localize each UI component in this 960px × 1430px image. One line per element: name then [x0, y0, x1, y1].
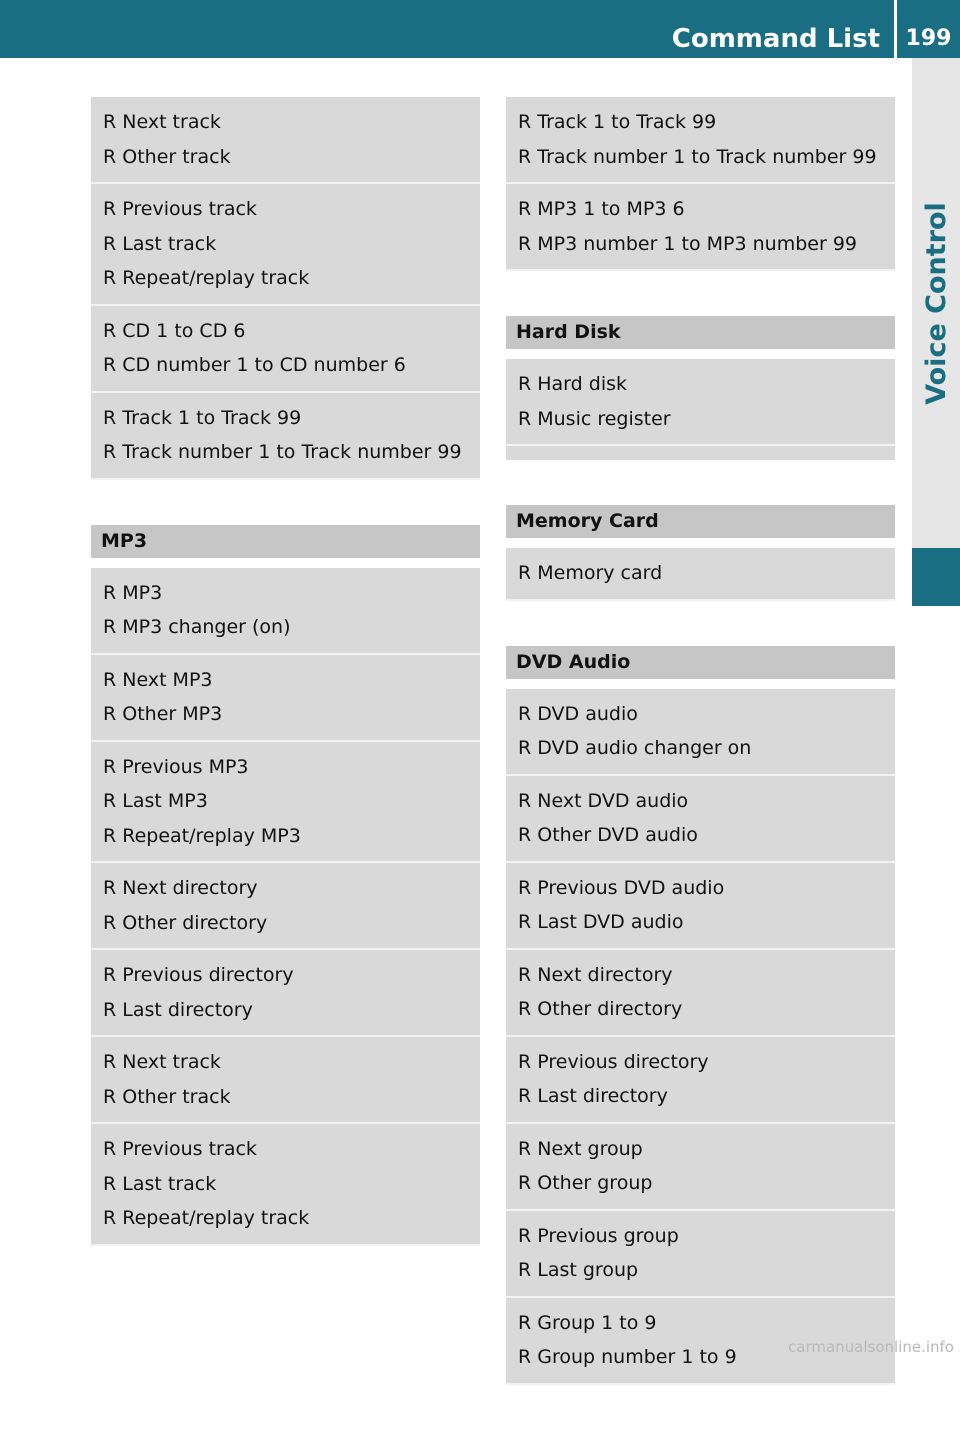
command-item: R Other group [518, 1166, 895, 1201]
command-group [506, 97, 895, 184]
command-group [506, 359, 895, 446]
command-item: R Next DVD audio [518, 784, 895, 819]
command-item: R Track number 1 to Track number 99 [103, 435, 480, 470]
command-group [91, 1124, 480, 1246]
command-section [506, 316, 895, 460]
command-item: R Next directory [518, 958, 895, 993]
command-item: R MP3 changer (on) [103, 610, 480, 645]
command-item: R DVD audio [518, 697, 895, 732]
command-item: R Group 1 to 9 [518, 1306, 895, 1341]
command-group [506, 776, 895, 863]
command-item: R DVD audio changer on [518, 731, 895, 766]
command-item: R Previous MP3 [103, 750, 480, 785]
command-group [506, 548, 895, 601]
command-item: R Last directory [103, 993, 480, 1028]
command-group [91, 393, 480, 480]
command-item: R CD number 1 to CD number 6 [103, 348, 480, 383]
empty-command-group [506, 446, 895, 460]
command-item: R Last directory [518, 1079, 895, 1114]
command-item: R Group number 1 to 9 [518, 1340, 895, 1375]
command-item: R CD 1 to CD 6 [103, 314, 480, 349]
command-item: R Last track [103, 1167, 480, 1202]
command-group [506, 689, 895, 776]
command-item: R Other track [103, 1080, 480, 1115]
watermark: carmanualsonline.info [788, 1338, 954, 1356]
command-group [91, 568, 480, 655]
command-item: R Other MP3 [103, 697, 480, 732]
command-item: R Next MP3 [103, 663, 480, 698]
command-group [91, 863, 480, 950]
command-group [506, 863, 895, 950]
section-header: Hard Disk [506, 316, 895, 349]
command-group [91, 950, 480, 1037]
section-header: MP3 [91, 525, 480, 558]
command-item: R Next track [103, 105, 480, 140]
command-section [506, 646, 895, 1385]
command-item: R MP3 [103, 576, 480, 611]
left-column [91, 97, 480, 1291]
command-item: R MP3 1 to MP3 6 [518, 192, 895, 227]
command-group [91, 1037, 480, 1124]
command-item: R Repeat/replay track [103, 261, 480, 296]
right-column [506, 97, 895, 1430]
command-section [91, 525, 480, 1246]
command-item: R Music register [518, 402, 895, 437]
command-item: R Last DVD audio [518, 905, 895, 940]
command-item: R Other DVD audio [518, 818, 895, 853]
side-tab-label: Voice Control [920, 201, 952, 405]
command-item: R Previous directory [103, 958, 480, 993]
command-item: R Next group [518, 1132, 895, 1167]
command-item: R Previous track [103, 192, 480, 227]
command-section [506, 97, 895, 271]
page-number: 199 [905, 26, 952, 51]
command-item: R Previous DVD audio [518, 871, 895, 906]
command-item: R Next directory [103, 871, 480, 906]
command-item: R Last track [103, 227, 480, 262]
command-group [506, 184, 895, 271]
command-item: R Other track [103, 140, 480, 175]
command-group [506, 950, 895, 1037]
command-item: R Other directory [103, 906, 480, 941]
command-group [506, 1037, 895, 1124]
command-group [91, 655, 480, 742]
command-item: R Last MP3 [103, 784, 480, 819]
command-section [506, 505, 895, 601]
header-title: Command List [671, 24, 880, 54]
command-item: R Track 1 to Track 99 [103, 401, 480, 436]
command-group [506, 1124, 895, 1211]
command-item: R Track 1 to Track 99 [518, 105, 895, 140]
header-bar [0, 0, 960, 58]
command-item: R Other directory [518, 992, 895, 1027]
command-item: R Repeat/replay MP3 [103, 819, 480, 854]
command-item: R Previous track [103, 1132, 480, 1167]
command-item: R Previous directory [518, 1045, 895, 1080]
command-item: R Memory card [518, 556, 895, 591]
command-item: R Hard disk [518, 367, 895, 402]
command-item: R Last group [518, 1253, 895, 1288]
command-item: R Repeat/replay track [103, 1201, 480, 1236]
command-section [91, 97, 480, 480]
command-group [91, 97, 480, 184]
command-group [506, 1211, 895, 1298]
side-tab-marker [912, 548, 960, 606]
command-item: R Previous group [518, 1219, 895, 1254]
section-header: Memory Card [506, 505, 895, 538]
command-item: R Track number 1 to Track number 99 [518, 140, 895, 175]
command-group [91, 306, 480, 393]
command-item: R MP3 number 1 to MP3 number 99 [518, 227, 895, 262]
side-tab [912, 58, 960, 548]
command-group [91, 742, 480, 864]
command-group [91, 184, 480, 306]
section-header: DVD Audio [506, 646, 895, 679]
command-item: R Next track [103, 1045, 480, 1080]
